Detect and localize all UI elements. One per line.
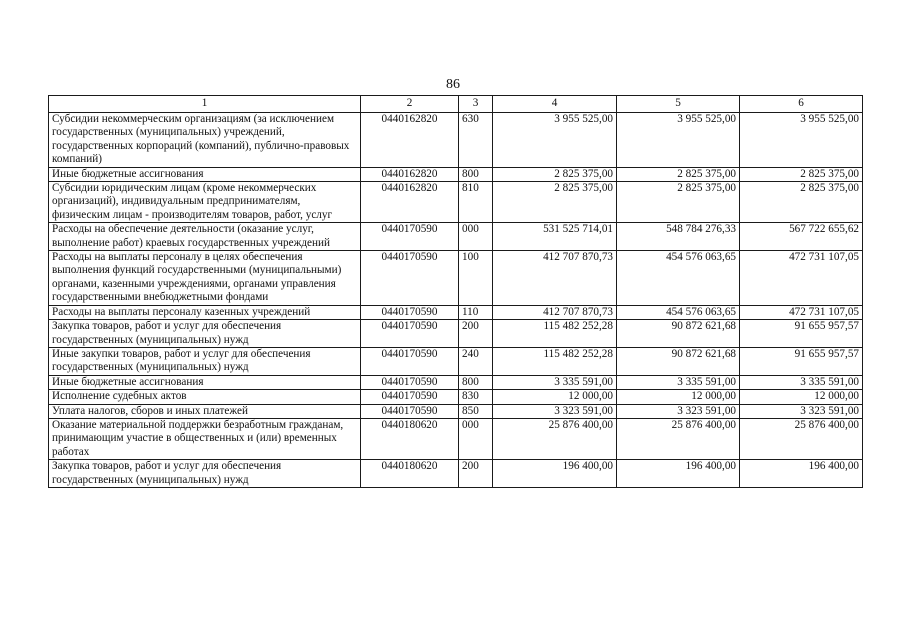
expense-type-code: 830	[459, 390, 493, 404]
expense-type-code: 000	[459, 223, 493, 251]
amount-col5: 12 000,00	[617, 390, 740, 404]
table-row	[49, 375, 863, 389]
expense-name: Иные закупки товаров, работ и услуг для обеспечения государственных (муниципальных) нужд	[49, 347, 361, 375]
target-article-code: 0440170590	[361, 404, 459, 418]
target-article-code: 0440170590	[361, 305, 459, 319]
expense-type-code: 200	[459, 460, 493, 488]
amount-col6: 196 400,00	[740, 460, 863, 488]
target-article-code: 0440162820	[361, 182, 459, 223]
expense-name: Иные бюджетные ассигнования	[49, 167, 361, 181]
expense-type-code: 100	[459, 251, 493, 306]
amount-col6: 3 323 591,00	[740, 404, 863, 418]
amount-col6: 91 655 957,57	[740, 320, 863, 348]
amount-col5: 3 323 591,00	[617, 404, 740, 418]
amount-col5: 454 576 063,65	[617, 251, 740, 306]
expense-name: Иные бюджетные ассигнования	[49, 375, 361, 389]
expense-name: Оказание материальной поддержки безработным гражданам, принимающим участие в общественных и (или) временных работах	[49, 418, 361, 459]
expense-name: Закупка товаров, работ и услуг для обеспечения государственных (муниципальных) нужд	[49, 460, 361, 488]
expense-name: Расходы на выплаты персоналу казенных учреждений	[49, 305, 361, 319]
expense-type-code: 630	[459, 113, 493, 168]
amount-col5: 2 825 375,00	[617, 182, 740, 223]
amount-col6: 2 825 375,00	[740, 167, 863, 181]
amount-col6: 25 876 400,00	[740, 418, 863, 459]
column-header-6: 6	[740, 96, 863, 113]
table-row	[49, 251, 863, 306]
amount-col6: 3 335 591,00	[740, 375, 863, 389]
amount-col4: 531 525 714,01	[493, 223, 617, 251]
amount-col6: 12 000,00	[740, 390, 863, 404]
expense-type-code: 850	[459, 404, 493, 418]
target-article-code: 0440170590	[361, 347, 459, 375]
amount-col6: 2 825 375,00	[740, 182, 863, 223]
amount-col4: 196 400,00	[493, 460, 617, 488]
target-article-code: 0440162820	[361, 167, 459, 181]
amount-col5: 25 876 400,00	[617, 418, 740, 459]
amount-col4: 25 876 400,00	[493, 418, 617, 459]
table-row	[49, 167, 863, 181]
expense-type-code: 110	[459, 305, 493, 319]
expense-name: Расходы на выплаты персоналу в целях обеспечения выполнения функций государственными (муниципальными) органами, казенными учреждениями, органами управления государственными внебюджетными фондами	[49, 251, 361, 306]
expense-type-code: 810	[459, 182, 493, 223]
column-header-1: 1	[49, 96, 361, 113]
expense-type-code: 800	[459, 167, 493, 181]
table-row	[49, 305, 863, 319]
table-row	[49, 418, 863, 459]
target-article-code: 0440180620	[361, 460, 459, 488]
table-header-row	[49, 96, 863, 113]
amount-col4: 3 335 591,00	[493, 375, 617, 389]
expense-name: Исполнение судебных актов	[49, 390, 361, 404]
amount-col5: 196 400,00	[617, 460, 740, 488]
table-row	[49, 223, 863, 251]
amount-col5: 2 825 375,00	[617, 167, 740, 181]
amount-col6: 567 722 655,62	[740, 223, 863, 251]
expense-name: Расходы на обеспечение деятельности (оказание услуг, выполнение работ) краевых государственных учреждений	[49, 223, 361, 251]
amount-col6: 3 955 525,00	[740, 113, 863, 168]
amount-col6: 472 731 107,05	[740, 305, 863, 319]
table-row	[49, 347, 863, 375]
target-article-code: 0440170590	[361, 320, 459, 348]
expense-name: Закупка товаров, работ и услуг для обеспечения государственных (муниципальных) нужд	[49, 320, 361, 348]
column-header-3: 3	[459, 96, 493, 113]
amount-col5: 90 872 621,68	[617, 347, 740, 375]
amount-col5: 548 784 276,33	[617, 223, 740, 251]
expense-type-code: 000	[459, 418, 493, 459]
amount-col4: 2 825 375,00	[493, 167, 617, 181]
target-article-code: 0440180620	[361, 418, 459, 459]
amount-col6: 472 731 107,05	[740, 251, 863, 306]
budget-table	[48, 95, 863, 488]
amount-col4: 2 825 375,00	[493, 182, 617, 223]
target-article-code: 0440170590	[361, 223, 459, 251]
table-row	[49, 182, 863, 223]
expense-type-code: 200	[459, 320, 493, 348]
target-article-code: 0440162820	[361, 113, 459, 168]
amount-col5: 3 335 591,00	[617, 375, 740, 389]
amount-col4: 3 323 591,00	[493, 404, 617, 418]
amount-col5: 454 576 063,65	[617, 305, 740, 319]
amount-col4: 115 482 252,28	[493, 347, 617, 375]
table-row	[49, 320, 863, 348]
table-row	[49, 460, 863, 488]
amount-col4: 3 955 525,00	[493, 113, 617, 168]
page-number: 86	[446, 77, 460, 92]
amount-col4: 412 707 870,73	[493, 305, 617, 319]
amount-col4: 115 482 252,28	[493, 320, 617, 348]
table-row	[49, 390, 863, 404]
table-row	[49, 113, 863, 168]
column-header-4: 4	[493, 96, 617, 113]
table-row	[49, 404, 863, 418]
amount-col5: 90 872 621,68	[617, 320, 740, 348]
amount-col6: 91 655 957,57	[740, 347, 863, 375]
expense-name: Субсидии юридическим лицам (кроме некоммерческих организаций), индивидуальным предпринимателям, физическим лицам - производителям товаров, работ, услуг	[49, 182, 361, 223]
amount-col5: 3 955 525,00	[617, 113, 740, 168]
target-article-code: 0440170590	[361, 251, 459, 306]
target-article-code: 0440170590	[361, 390, 459, 404]
amount-col4: 12 000,00	[493, 390, 617, 404]
column-header-2: 2	[361, 96, 459, 113]
expense-name: Уплата налогов, сборов и иных платежей	[49, 404, 361, 418]
expense-name: Субсидии некоммерческим организациям (за исключением государственных (муниципальных) учреждений, государственных корпораций (компаний), публично-правовых компаний)	[49, 113, 361, 168]
expense-type-code: 240	[459, 347, 493, 375]
column-header-5: 5	[617, 96, 740, 113]
expense-type-code: 800	[459, 375, 493, 389]
amount-col4: 412 707 870,73	[493, 251, 617, 306]
target-article-code: 0440170590	[361, 375, 459, 389]
